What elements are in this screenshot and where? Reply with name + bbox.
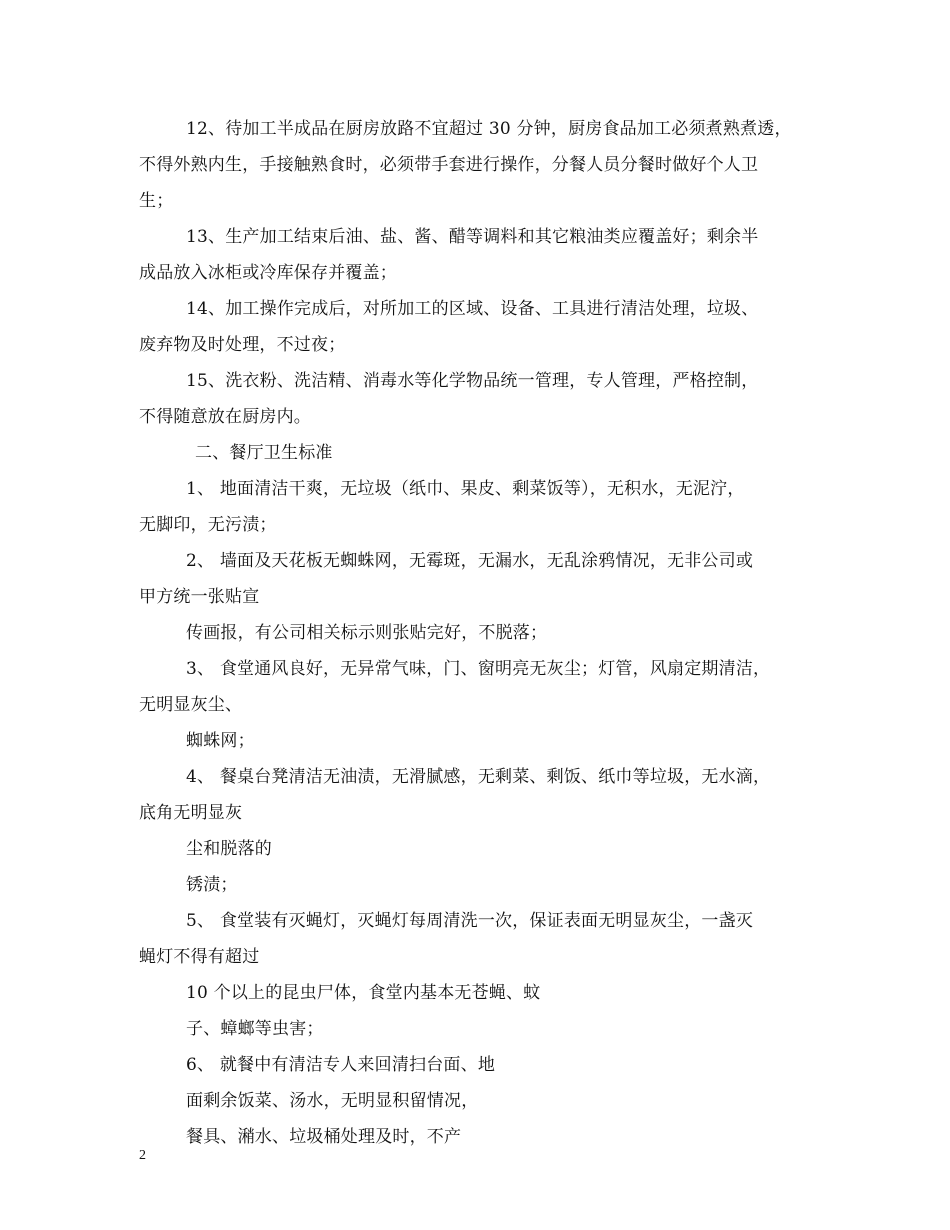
text-line: 传画报，有公司相关标示则张贴完好，不脱落； bbox=[186, 623, 548, 643]
text-line: 1、 地面清洁干爽，无垃圾（纸巾、果皮、剩菜饭等），无积水，无泥泞， bbox=[186, 479, 745, 499]
text-line: 6、 就餐中有清洁专人来回清扫台面、地 bbox=[186, 1055, 496, 1075]
text-line: 成品放入冰柜或冷库保存并覆盖； bbox=[139, 263, 397, 283]
text-line: 4、 餐桌台凳清洁无油渍，无滑腻感，无剩菜、剩饭、纸巾等垃圾，无水滴， bbox=[186, 767, 771, 787]
text-line: 12、待加工半成品在厨房放路不宜超过 30 分钟，厨房食品加工必须煮熟煮透， bbox=[186, 119, 792, 139]
text-line: 13、生产加工结束后油、盐、酱、醋等调料和其它粮油类应覆盖好；剩余半 bbox=[186, 227, 759, 247]
text-line: 锈渍； bbox=[186, 875, 238, 895]
text-line: 餐具、潲水、垃圾桶处理及时，不产 bbox=[186, 1127, 462, 1147]
text-line: 甲方统一张贴宣 bbox=[139, 587, 260, 607]
text-line: 废弃物及时处理，不过夜； bbox=[139, 335, 346, 355]
text-line: 面剩余饭菜、汤水，无明显积留情况， bbox=[186, 1091, 479, 1111]
text-line: 尘和脱落的 bbox=[186, 839, 272, 859]
text-line: 子、蟑螂等虫害； bbox=[186, 1019, 324, 1039]
text-line: 不得随意放在厨房内。 bbox=[139, 407, 311, 427]
page-number: 2 bbox=[139, 1148, 146, 1163]
section-heading: 二、餐厅卫生标准 bbox=[195, 443, 333, 463]
text-line: 无脚印，无污渍； bbox=[139, 515, 277, 535]
text-line: 底角无明显灰 bbox=[139, 803, 243, 823]
text-line: 蜘蛛网； bbox=[186, 731, 255, 751]
text-line: 2、 墙面及天花板无蜘蛛网，无霉斑，无漏水，无乱涂鸦情况，无非公司或 bbox=[186, 551, 754, 571]
text-line: 5、 食堂装有灭蝇灯，灭蝇灯每周清洗一次，保证表面无明显灰尘，一盏灭 bbox=[186, 911, 754, 931]
text-line: 14、加工操作完成后，对所加工的区域、设备、工具进行清洁处理，垃圾、 bbox=[186, 299, 759, 319]
text-line: 无明显灰尘、 bbox=[139, 695, 243, 715]
text-line: 生； bbox=[139, 191, 174, 211]
text-line: 15、洗衣粉、洗洁精、消毒水等化学物品统一管理，专人管理，严格控制， bbox=[186, 371, 759, 391]
text-line: 10 个以上的昆虫尸体，食堂内基本无苍蝇、蚊 bbox=[186, 983, 541, 1003]
text-line: 蝇灯不得有超过 bbox=[139, 947, 260, 967]
text-line: 3、 食堂通风良好，无异常气味，门、窗明亮无灰尘；灯管，风扇定期清洁， bbox=[186, 659, 771, 679]
text-line: 不得外熟内生，手接触熟食时，必须带手套进行操作，分餐人员分餐时做好个人卫 bbox=[139, 155, 759, 175]
